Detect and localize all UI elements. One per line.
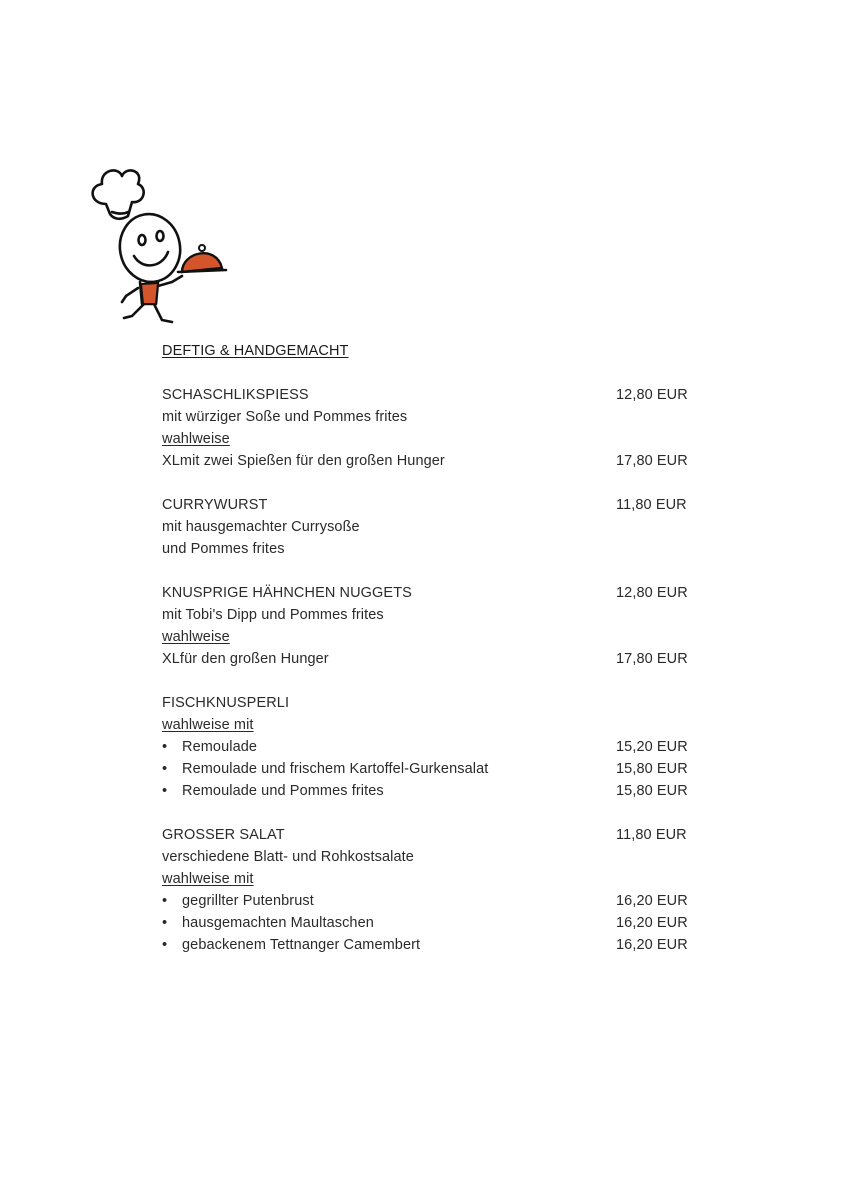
bullet-icon: • xyxy=(162,739,168,755)
item-title: SCHASCHLIKSPIESS xyxy=(162,387,309,403)
option-price: 17,80 EUR xyxy=(616,453,688,469)
bullet-row: • Remoulade 15,20 EUR xyxy=(162,736,692,758)
item-description: und Pommes frites xyxy=(162,541,285,557)
option-row xyxy=(162,648,692,670)
item-description: verschiedene Blatt- und Rohkostsalate xyxy=(162,849,414,865)
menu-section-salat xyxy=(162,824,692,956)
item-title: GROSSER SALAT xyxy=(162,827,285,843)
option-text: XLfür den großen Hunger xyxy=(162,651,329,667)
item-title-row xyxy=(162,582,692,604)
option-label: wahlweise mit xyxy=(162,871,254,887)
bullet-row: • gegrillter Putenbrust 16,20 EUR xyxy=(162,890,692,912)
bullet-price: 15,20 EUR xyxy=(616,739,688,755)
option-label-row xyxy=(162,714,692,736)
item-title-row xyxy=(162,384,692,406)
item-description: mit würziger Soße und Pommes frites xyxy=(162,409,408,425)
item-description: mit Tobi's Dipp und Pommes frites xyxy=(162,607,384,623)
bullet-icon: • xyxy=(162,893,168,909)
menu-heading: DEFTIG & HANDGEMACHT xyxy=(162,343,349,359)
item-title-row xyxy=(162,692,692,714)
menu-section-nuggets xyxy=(162,582,692,670)
item-title-row xyxy=(162,494,692,516)
item-price: 12,80 EUR xyxy=(616,387,688,403)
item-title: KNUSPRIGE HÄHNCHEN NUGGETS xyxy=(162,585,412,601)
option-text: XLmit zwei Spießen für den großen Hunger xyxy=(162,453,445,469)
item-price: 11,80 EUR xyxy=(616,497,687,513)
option-label: wahlweise xyxy=(162,629,230,645)
item-price: 11,80 EUR xyxy=(616,827,687,843)
bullet-icon: • xyxy=(162,915,168,931)
bullet-row: • Remoulade und frischem Kartoffel-Gurkensalat 15,80 EUR xyxy=(162,758,692,780)
option-label-row xyxy=(162,626,692,648)
bullet-row: • Remoulade und Pommes frites 15,80 EUR xyxy=(162,780,692,802)
option-label-row xyxy=(162,868,692,890)
option-label-row xyxy=(162,428,692,450)
bullet-price: 16,20 EUR xyxy=(616,937,688,953)
bullet-icon: • xyxy=(162,761,168,777)
item-description: mit hausgemachter Currysoße xyxy=(162,519,360,535)
item-title: FISCHKNUSPERLI xyxy=(162,695,290,711)
bullet-row: • gebackenem Tettnanger Camembert 16,20 EUR xyxy=(162,934,692,956)
bullet-icon: • xyxy=(162,937,168,953)
item-title-row xyxy=(162,824,692,846)
bullet-price: 15,80 EUR xyxy=(616,783,688,799)
menu-content xyxy=(162,340,692,978)
item-price: 12,80 EUR xyxy=(616,585,688,601)
menu-section-schaschlik xyxy=(162,384,692,472)
option-label: wahlweise xyxy=(162,431,230,447)
bullet-price: 16,20 EUR xyxy=(616,893,688,909)
option-label: wahlweise mit xyxy=(162,717,254,733)
bullet-price: 15,80 EUR xyxy=(616,761,688,777)
chef-icon xyxy=(86,164,236,332)
menu-section-fischknusperli xyxy=(162,692,692,802)
option-row xyxy=(162,450,692,472)
bullet-row: • hausgemachten Maultaschen 16,20 EUR xyxy=(162,912,692,934)
bullet-price: 16,20 EUR xyxy=(616,915,688,931)
menu-section-currywurst xyxy=(162,494,692,560)
option-price: 17,80 EUR xyxy=(616,651,688,667)
item-title: CURRYWURST xyxy=(162,497,268,513)
bullet-icon: • xyxy=(162,783,168,799)
